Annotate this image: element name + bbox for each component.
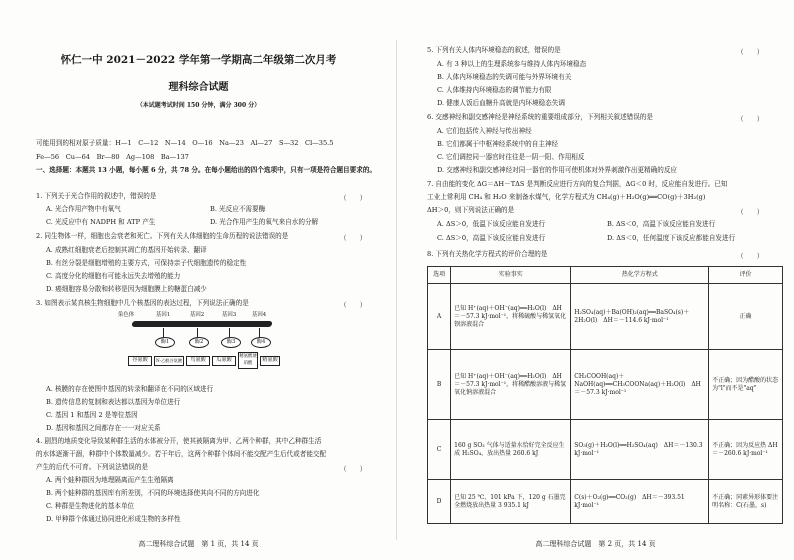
option: B. ΔS＜0，高温下该反应能自发进行: [607, 220, 716, 228]
exam-title: 怀仁一中 2021－2022 学年第一学期高二年级第二次月考: [60, 54, 337, 66]
atomic-mass-line-1: 可能用到的相对原子质量：H—1 C—12 N—14 O—16 Na—23 Al—27 S—32 Cl—35.5: [36, 139, 334, 147]
option: A. 成熟红细胞衰老后控制其凋亡的基因开始转录、翻译: [46, 246, 207, 254]
answer-parens: （ ）: [340, 194, 367, 202]
question-7-line: 工业上常利用 CH₄ 和 H₂O 来制备水煤气，化学方程式为 CH₄(g)＋H₂O(g)══CO(g)＋3H₂(g): [427, 193, 706, 201]
fact-cell: 160 g SO₃ 气体与适量水恰好完全反应生成 H₂SO₄，放出热量 260.6 kJ: [451, 420, 571, 480]
option: B. 遗传信息的复制和表达都以基因为单位进行: [46, 398, 181, 406]
product-box: N-乙酰谷氨酸: [154, 356, 184, 366]
option: B. 光反应不需要酶: [210, 205, 266, 213]
option: B. 两个蛙种群的基因库有所差别，不同的环境选择使其向不同的方向进化: [46, 489, 260, 497]
option: A. ΔS＞0，低温下该反应能自发进行: [437, 220, 546, 228]
option: C. 高度分化的细胞有可能永远失去增殖的能力: [46, 272, 181, 280]
equation-cell: SO₃(g)＋H₂O(l)══H₂SO₄(aq) ΔH＝－130.3 kJ·mol⁻¹: [571, 420, 709, 480]
equation-cell: C(s)＋O₂(g)══CO₂(g) ΔH＝－393.51 kJ·mol⁻¹: [571, 480, 709, 524]
expression-arrow: [163, 328, 164, 337]
enzyme-oval: 酶1: [155, 337, 175, 348]
answer-parens: （ ）: [737, 115, 764, 123]
fact-cell: 已知 25 ℃、101 kPa 下，120 g 石墨完全燃烧放出热量 3 935.1 kJ: [451, 480, 571, 524]
evaluation-cell: 不正确；同素异形体要注明名称：C(石墨，s): [709, 480, 783, 524]
option: C. 人体维持内环境稳态的调节能力有限: [437, 86, 552, 94]
table-row: [428, 420, 783, 480]
evaluation-cell: 不正确；因为醋酸的状态为"l"而不是"aq": [709, 350, 783, 420]
option: D. 基因和基因之间都存在一一对应关系: [46, 424, 161, 432]
answer-parens: （ ）: [340, 465, 367, 473]
option: A. 核膜的存在使图中基因的转录和翻译在不同的区域进行: [46, 385, 214, 393]
table-row: [428, 480, 783, 524]
option: A. 有 3 种以上的生理系统参与维持人体内环境稳态: [437, 60, 587, 68]
gene-label: 基因4: [252, 312, 267, 318]
question-4: 4. 剧烈的地质变化导致某种群生活的水体被分开，使其被隔离为甲、乙两个种群，其中乙种群生活: [36, 437, 322, 445]
column-header: 实验事实: [451, 267, 571, 284]
gene-label: 基因1: [156, 312, 171, 318]
option: B. 有丝分裂是细胞增殖的主要方式，可保持亲子代细胞遗传的稳定性: [46, 259, 247, 267]
column-header: 选项: [428, 267, 451, 284]
option: D. 交感神经和副交感神经对同一器官的作用可使机体对外界刺激作出更精确的反应: [437, 166, 678, 174]
answer-parens: （ ）: [737, 252, 764, 260]
option: D. ΔS＜0，任何温度下该反应都能自发进行: [607, 234, 736, 242]
exam-subtitle: 理科综合试题: [168, 82, 229, 93]
table-header-row: [428, 267, 783, 284]
evaluation-cell: 不正确；因为反应热 ΔH＝－260.6 kJ·mol⁻¹: [709, 420, 783, 480]
table-row: [428, 284, 783, 350]
question-4-line: 的水体逐渐干涸，种群中个体数量减少。若干年后，这两个种群个体间不能交配产生后代或者能交配: [36, 450, 327, 458]
option: C. ΔS＞0，高温下该反应能自发进行: [437, 234, 546, 242]
column-header: 热化学方程式: [571, 267, 709, 284]
chromosome-band: [131, 321, 272, 327]
time-note: （本试题考试时间 150 分钟，满分 300 分）: [136, 102, 261, 109]
fact-cell: 已知 H⁺(aq)＋OH⁻(aq)══H₂O(l) ΔH＝－57.3 kJ·mol⁻¹，将稀醋酸溶液与稀氢氧化钠溶液混合: [451, 350, 571, 420]
option: D. 健康人饭后血糖升高就是内环境稳态失调: [437, 99, 565, 107]
product-box: 精氨酸琥珀酸: [238, 352, 258, 369]
option: C. 它们调控同一器官时往往是一阴一阳、作用相反: [437, 153, 585, 161]
product-box: 谷氨酸: [128, 356, 152, 366]
option: C. 基因 1 和基因 2 是等位基因: [46, 411, 138, 419]
atomic-mass-line-2: Fe—56 Cu—64 Br—80 Ag—108 Ba—137: [36, 153, 189, 161]
answer-parens: （ ）: [737, 208, 764, 216]
option: B. 人体内环境稳态的失调可能与外界环境有关: [437, 73, 572, 81]
answer-parens: （ ）: [340, 301, 367, 309]
option: A. 它们包括传入神经与传出神经: [437, 127, 532, 135]
page-footer: 高二理科综合试题 第 1 页，共 14 页: [138, 540, 259, 548]
option: D. 光合作用产生的氧气来自水的分解: [210, 218, 319, 226]
question-1: 1. 下列关于光合作用的叙述中，错误的是: [36, 192, 157, 200]
equation-cell: CH₃COOH(aq)＋NaOH(aq)══CH₃COONa(aq)＋H₂O(l) ΔH＝－57.3 kJ·mol⁻¹: [571, 350, 709, 420]
right-page: [397, 0, 794, 560]
option: C. 种群是生物进化的基本单位: [46, 502, 135, 510]
question-7-line: ΔH＞0，则下列说法正确的是: [427, 206, 515, 214]
question-3: 3. 如图表示某真核生物细胞中几个核基因的表达过程，下列说法正确的是: [36, 299, 249, 307]
gene-label: 基因3: [222, 312, 237, 318]
option: A. 光合作用产物中有氧气: [46, 205, 121, 213]
evaluation-table: [427, 266, 783, 524]
question-4-line: 产生的后代不可育。下列说法错误的是: [36, 463, 149, 471]
answer-parens: （ ）: [340, 234, 367, 242]
question-7: 7. 自由能的变化 ΔG＝ΔH－TΔS 是判断反应进行方向的复合判据，ΔG＜0 时，反应能自发进行。已知: [427, 180, 728, 188]
enzyme-oval: 酶4: [251, 337, 271, 348]
gene-label: 基因2: [190, 312, 205, 318]
question-2: 2. 同生物体一样，细胞也会衰老和死亡。下列有关人体细胞的生命历程的说法错误的是: [36, 232, 289, 240]
option: C. 光反应中有 NADPH 和 ATP 产生: [46, 218, 156, 226]
option-cell: D: [428, 480, 451, 524]
equation-cell: H₂SO₄(aq)＋Ba(OH)₂(aq)══BaSO₄(s)＋2H₂O(l) ΔH＝－114.6 kJ·mol⁻¹: [571, 284, 709, 350]
option-cell: C: [428, 420, 451, 480]
chromosome-label: 染色体: [118, 312, 135, 318]
product-box: 瓜氨酸: [212, 356, 236, 366]
option-cell: A: [428, 284, 451, 350]
table-row: [428, 350, 783, 420]
question-8: 8. 下列有关热化学方程式的评价合理的是: [427, 250, 548, 258]
option: D. 甲种群个体通过协同进化形成生物的多样性: [46, 515, 181, 523]
option-cell: B: [428, 350, 451, 420]
enzyme-oval: 酶3: [221, 337, 241, 348]
page-footer: 高二理科综合试题 第 2 页，共 14 页: [535, 540, 656, 548]
enzyme-oval: 酶2: [189, 337, 209, 348]
product-box: 精氨酸: [260, 356, 280, 366]
fact-cell: 已知 H⁺(aq)＋OH⁻(aq)══H₂O(l) ΔH＝－57.3 kJ·mol⁻¹，将稀硫酸与稀氢氧化钡溶液混合: [451, 284, 571, 350]
option: B. 它们都属于中枢神经系统中的自主神经: [437, 140, 559, 148]
evaluation-cell: 正确: [709, 284, 783, 350]
product-box: 鸟氨酸: [186, 356, 210, 366]
gene-expression-diagram: [118, 310, 278, 382]
expression-arrow: [197, 328, 198, 337]
question-5: 5. 下列有关人体内环境稳态的叙述，错误的是: [427, 46, 561, 54]
answer-parens: （ ）: [737, 48, 764, 56]
column-header: 评价: [709, 267, 783, 284]
question-6: 6. 交感神经和副交感神经是神经系统的重要组成部分，下列相关叙述错误的是: [427, 113, 653, 121]
expression-arrow: [259, 328, 260, 337]
expression-arrow: [229, 328, 230, 337]
section-1-heading: 一、选择题：本题共 13 小题，每小题 6 分，共 78 分。在每小题给出的四个选项中，只有一项是符合题目要求的。: [36, 166, 377, 174]
option: D. 癌细胞容易分散和转移是因为细胞膜上的糖蛋白减少: [46, 285, 207, 293]
option: A. 两个蛙种群因为地理隔离而产生生殖隔离: [46, 476, 174, 484]
